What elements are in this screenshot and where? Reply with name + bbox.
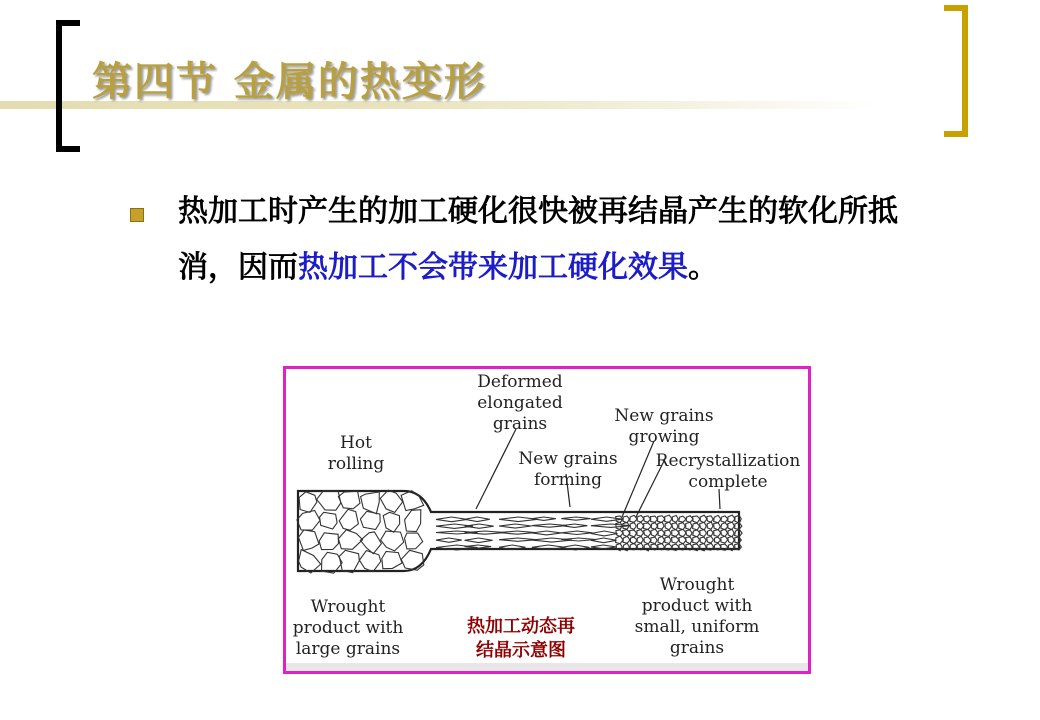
grain [339, 509, 358, 530]
grain [338, 530, 362, 550]
grain [700, 530, 707, 537]
grain [721, 523, 728, 530]
grain [651, 516, 658, 522]
grain [672, 530, 680, 537]
grain [299, 492, 317, 513]
grain [499, 517, 537, 522]
grain [299, 530, 319, 551]
grain [679, 516, 686, 522]
grain [665, 530, 671, 536]
grain [714, 515, 721, 522]
grain [672, 523, 678, 530]
grain [561, 524, 587, 527]
grain [686, 537, 692, 544]
grain [382, 552, 402, 569]
grain [401, 491, 424, 511]
grain [679, 536, 686, 544]
grain [707, 537, 714, 543]
grain [320, 512, 338, 529]
label-deformed-grains: Deformed elongated grains [477, 372, 563, 434]
label-new-grains-growing: New grains growing [614, 406, 714, 447]
grain [707, 522, 713, 529]
grain [561, 531, 592, 535]
grain [591, 524, 631, 527]
grain [532, 531, 562, 535]
bullet-text-part1: 热加工时产生的加工硬化很快被再结晶产生的软化所抵消，因而 [178, 194, 898, 285]
grain [686, 522, 692, 529]
label-wrought-large: Wrought product with large grains [292, 597, 404, 659]
grain [637, 515, 644, 522]
grain [338, 491, 360, 509]
grain [714, 530, 721, 537]
grain [658, 530, 664, 537]
grain [401, 550, 424, 570]
grain-structure [297, 490, 742, 573]
grain [623, 516, 629, 523]
grain [693, 516, 700, 523]
grain [360, 511, 380, 529]
grain [728, 515, 735, 522]
grain [721, 516, 728, 523]
grain [405, 510, 421, 532]
grain [707, 516, 713, 522]
grain [499, 538, 536, 541]
bullet-text-highlight: 热加工不会带来加工硬化效果 [298, 250, 688, 285]
grain [644, 544, 650, 551]
grain [644, 523, 652, 529]
grain [623, 536, 630, 543]
figure-frame [283, 366, 811, 674]
grain [339, 550, 359, 572]
grain [616, 522, 622, 529]
slide-title: 第四节 金属的热变形 [92, 59, 486, 105]
figure-bottom-band [286, 663, 808, 671]
grain [651, 537, 657, 544]
grain [591, 538, 617, 543]
grain [436, 538, 462, 542]
grain [700, 522, 707, 530]
title-bracket-left [56, 20, 80, 152]
grain [693, 536, 700, 543]
grain [465, 517, 490, 522]
grain [700, 515, 707, 523]
grain [672, 537, 679, 543]
label-wrought-small: Wrought product with small, uniform grains [634, 575, 760, 658]
grain [665, 537, 671, 544]
grain [561, 517, 590, 520]
grain [499, 531, 535, 534]
grain [436, 517, 467, 522]
grain [665, 515, 672, 522]
bullet-text-part2: 。 [688, 250, 718, 285]
grain [591, 517, 622, 521]
grain [714, 537, 720, 543]
grain [658, 536, 665, 544]
grain [299, 550, 321, 573]
figure-caption: 热加工动态再 结晶示意图 [467, 616, 575, 661]
grain [319, 533, 338, 550]
grain [665, 522, 672, 530]
grain [361, 492, 380, 514]
grain [651, 523, 657, 530]
grain [644, 537, 651, 544]
grain [644, 516, 651, 522]
grain [658, 516, 665, 523]
grain [616, 536, 624, 544]
label-recrystallization: Recrystallization complete [655, 451, 801, 492]
grain [651, 529, 658, 536]
grain [728, 536, 734, 543]
grain [679, 523, 685, 530]
grain [360, 532, 381, 554]
grain [728, 544, 734, 551]
grain [693, 530, 700, 537]
grain [700, 537, 706, 544]
grain [707, 530, 713, 536]
grain [686, 530, 692, 536]
title-bracket-right [944, 5, 968, 137]
grain [658, 522, 664, 529]
grain [637, 530, 644, 537]
grain [383, 512, 400, 532]
grain [623, 530, 630, 537]
grain [630, 523, 636, 530]
grain [499, 524, 531, 528]
grain [728, 522, 735, 529]
label-new-grains-forming: New grains forming [518, 449, 618, 490]
grain [693, 523, 700, 530]
grain [637, 522, 643, 529]
grain [381, 531, 404, 551]
grain [630, 530, 637, 537]
grain [359, 551, 380, 572]
grain [591, 531, 618, 536]
label-hot-rolling: Hot rolling [327, 433, 385, 474]
grain [297, 511, 320, 531]
grain [728, 529, 734, 537]
grain [644, 529, 651, 536]
bullet-text [178, 184, 918, 296]
grain [721, 529, 728, 536]
grain [465, 538, 493, 543]
grain [380, 490, 402, 512]
grain [637, 536, 643, 543]
grain [714, 523, 721, 530]
grain [616, 544, 622, 551]
grain [317, 491, 341, 510]
grain [721, 536, 728, 543]
bullet-square-icon [130, 208, 144, 222]
grain [405, 533, 423, 549]
grain [465, 545, 492, 548]
grain [672, 515, 678, 522]
